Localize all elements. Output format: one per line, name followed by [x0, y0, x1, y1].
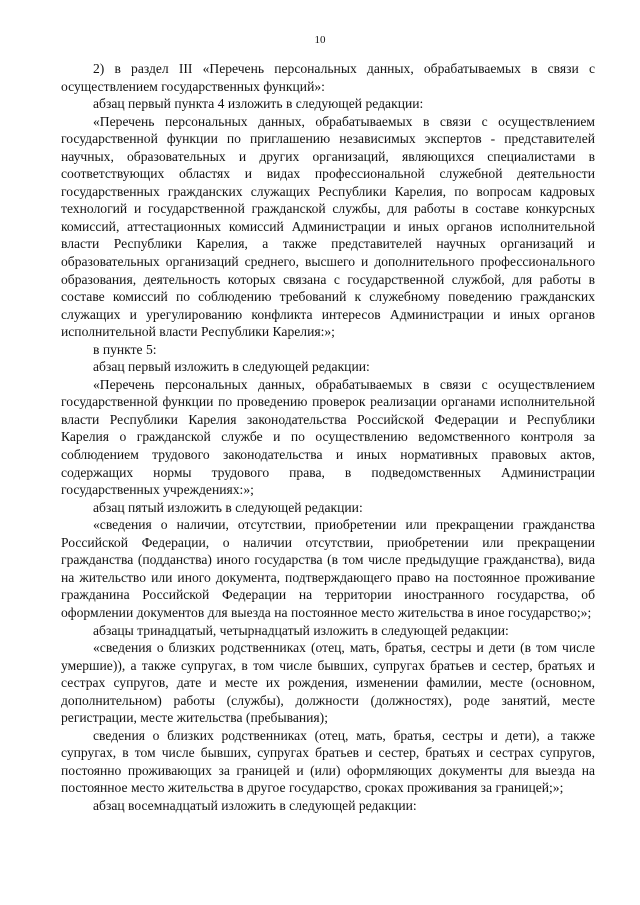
paragraph: «Перечень персональных данных, обрабатываемых в связи с осуществлением государственной функции по приглашению независимых экспертов - представителей научных, образовательных и других организаций, являющихся специалистами в соответствующих областях и видах профессиональной служебной деятельности государственных гражданских служащих Республики Карелия, по вопросам кадровых технологий и государственной гражданской службы, для работы в составе конкурсных комиссий, аттестационных комиссий Администрации и иных органов исполнительной власти Республики Карелия, а также представителей научных организаций и образовательных организаций среднего, высшего и дополнительного профессионального образования, деятельность которых связана с государственной службой, для работы в составе комиссий по соблюдению требований к служебному поведению гражданских служащих и урегулированию конфликта интересов Администрации и иных органов исполнительной власти Республики Карелия:»;: [61, 113, 595, 340]
paragraph: «сведения о близких родственниках (отец, мать, братья, сестры и дети (в том числе умершие)), а также супругах, в том числе бывших, супругах братьев и сестер, братьях и сестрах супругов, дате и месте их рождения, изменении фамилии, месте (основном, дополнительном) работы (службы), должности (должностях), роде занятий, месте регистрации, месте жительства (пребывания);: [61, 640, 595, 726]
paragraph: абзацы тринадцатый, четырнадцатый изложить в следующей редакции:: [93, 622, 509, 638]
paragraph: абзац пятый изложить в следующей редакции:: [93, 499, 363, 515]
document-body: [61, 60, 595, 815]
paragraph: абзац восемнадцатый изложить в следующей редакции:: [93, 797, 417, 813]
paragraph: абзац первый изложить в следующей редакции:: [93, 359, 370, 375]
paragraph: в пункте 5:: [93, 341, 157, 357]
paragraph: «Перечень персональных данных, обрабатываемых в связи с осуществлением государственной функции по проведению проверок реализации органами исполнительной власти Республики Карелия законодательства Российской Федерации и Республики Карелия о гражданской службе и по осуществлению ведомственного контроля за соблюдением трудового законодательства и иных нормативных правовых актов, содержащих нормы трудового права, в подведомственных Администрации государственных учреждениях:»;: [61, 376, 595, 498]
page-number: 10: [314, 34, 326, 46]
paragraph: абзац первый пункта 4 изложить в следующей редакции:: [93, 96, 424, 112]
paragraph: 2) в раздел III «Перечень персональных данных, обрабатываемых в связи с осуществлением государственных функций»:: [61, 61, 595, 94]
paragraph: «сведения о наличии, отсутствии, приобретении или прекращении гражданства Российской Федерации, о наличии отсутствии, приобретении или прекращении гражданства (подданства) иного государства (в том числе предыдущие гражданства), вида на жительство или иного документа, подтверждающего право на постоянное проживание гражданина Российской Федерации на территории иностранного государства, об оформлении документов для выезда на постоянное место жительства в иное государство;»;: [61, 517, 595, 620]
paragraph: сведения о близких родственниках (отец, мать, братья, сестры и дети), а также супругах, в том числе бывших, супругах братьев и сестер, братьях и сестрах супругов, постоянно проживающих за границей и (или) оформляющих документы для выезда на постоянное место жительства в другое государство, сроках проживания за границей;»;: [61, 727, 595, 796]
